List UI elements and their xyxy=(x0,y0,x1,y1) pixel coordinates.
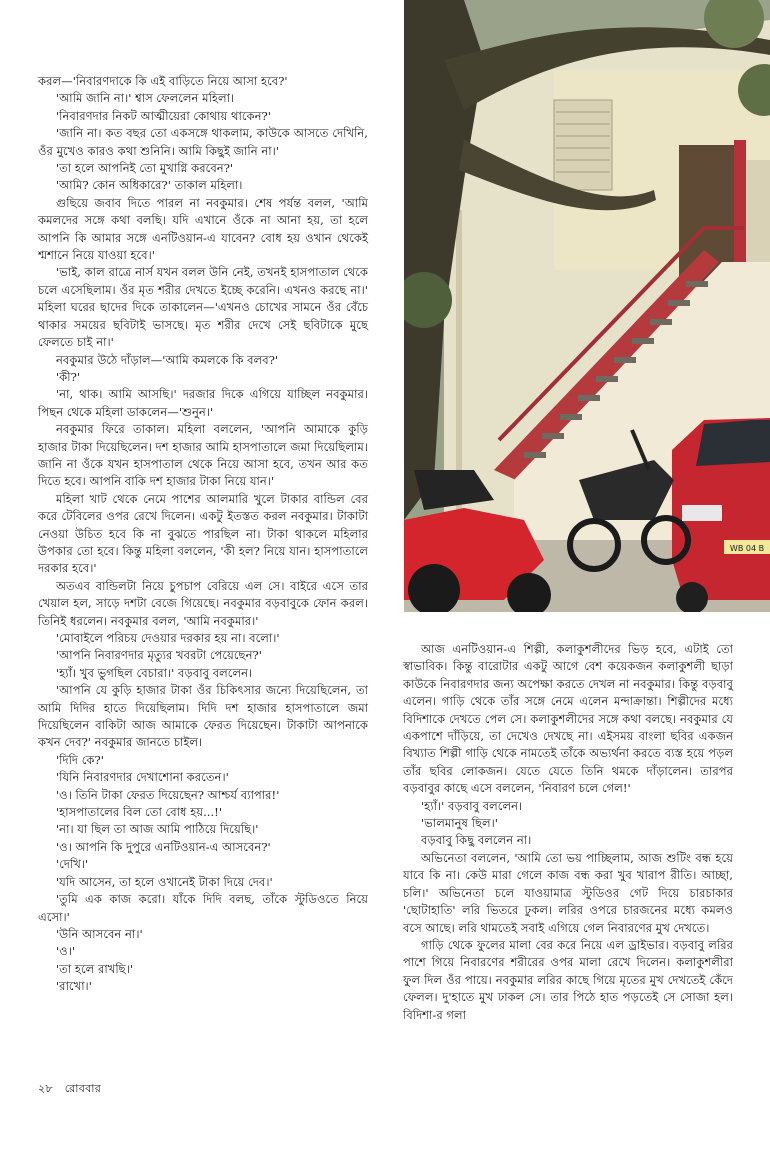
paragraph: 'উনি আসবেন না।' xyxy=(56,926,143,941)
paragraph: করল—'নিবারণদাকে কি এই বাড়িতে নিয়ে আসা হবে?' xyxy=(38,74,288,88)
paragraph: 'ও। তিনি টাকা ফেরত দিয়েছেন? আশ্চর্য ব্যাপার!' xyxy=(56,787,280,802)
paragraph: 'আপনি যে কুড়ি হাজার টাকা ওঁর চিকিৎসার জন্যে দিয়েছিলেন, তা আমি দিদির হাতে দিয়েছিলাম। দিদি দশ হাজার হাসপাতালে জমা দিয়েছিলেন বাকিটা আজ আমাকে ফেরত দিয়েছেন। টাকাটা আপনাকে কখন দেব?' নবকুমার জানতে চাইল। xyxy=(38,683,368,750)
magazine-name: রোববার xyxy=(64,1082,102,1095)
paragraph: 'আপনি নিবারণদার মৃত্যুর খবরটা পেয়েছেন?' xyxy=(56,648,262,663)
paragraph: 'যিনি নিবারণদার দেখাশোনা করতেন।' xyxy=(56,770,229,785)
paragraph: গাড়ি থেকে ফুলের মালা বের করে নিয়ে এল ড্রাইভার। বড়বাবু লরির পাশে গিয়ে নিবারণের শরীরের ওপর মালা রেখে দিলেন। কলাকুশলীরা ফুল দিল ওঁর পায়ে। নবকুমার লরির কাছে গিয়ে মৃতের মুখ দেখতেই কেঁদে ফেলল। দু'হাতে মুখ ঢাকল সে। তার পিঠে হাত পড়তেই সে সোজা হল। বিদিশা-র গলা xyxy=(403,937,733,1022)
paragraph: 'জানি না। কত বছর তো একসঙ্গে থাকলাম, কাউকে আসতে দেখিনি, ওঁর মুখেও কারও কথা শুনিনি। আমি কিছুই জানি না।' xyxy=(38,126,368,158)
paragraph: 'হাসপাতালের বিল তো বোধ হয়...!' xyxy=(56,805,223,820)
paragraph: 'মোবাইলে পরিচয় দেওয়ার দরকার হয় না। বলো।' xyxy=(56,631,280,645)
story-column-right xyxy=(403,641,733,1024)
house-staircase-photo xyxy=(404,0,770,612)
paragraph: 'কী?' xyxy=(56,369,81,384)
story-column-left xyxy=(38,73,368,996)
paragraph: আজ এনটিওয়ান-এ শিল্পী, কলাকুশলীদের ভিড় হবে, এটাই তো স্বাভাবিক। কিন্তু বারোটার একটু আগে বেশ কয়েকজন কলাকুশলী ছাড়া কাউকে নিবারণদার জন্য অপেক্ষা করতে দেখল না নবকুমার। কিন্তু বড়বাবু এলেন। গাড়ি থেকে তাঁর সঙ্গে নেমে এলেন মন্দাক্রান্তা। শিল্পীদের মধ্যে বিদিশাকে দেখতে পেল সে। কলাকুশলীদের সঙ্গে কথা বলছে। নবকুমার যে একপাশে দাঁড়িয়ে, তা দেখেও দেখছে না। এইসময় বাংলা ছবির একজন বিখ্যাত শিল্পী গাড়ি থেকে নামতেই তাঁকে অভ্যর্থনা করতে ব্যস্ত হয়ে পড়ল তাঁর ছবির লোকজন। যেতে যেতে তিনি থমকে দাঁড়ালেন। তারপর বড়বাবুর কাছে এসে বললেন, 'নিবারণ চলে গেল!' xyxy=(403,642,733,796)
paragraph: 'যদি আসেন, তা হলে ওখানেই টাকা দিয়ে দেব।' xyxy=(56,874,273,889)
page-footer xyxy=(38,1080,109,1099)
paragraph: 'তা হলে আপনিই তো মুখাগ্নি করবেন?' xyxy=(56,161,234,176)
paragraph: 'ও। আপনি কি দুপুরে এনটিওয়ান-এ আসবেন?' xyxy=(56,839,271,854)
paragraph: 'তা হলে রাখছি।' xyxy=(56,961,134,976)
paragraph: 'দেখি।' xyxy=(56,857,89,872)
paragraph: বড়বাবু কিছু বললেন না। xyxy=(421,833,532,848)
paragraph: 'হ্যাঁ।' বড়বাবু বললেন। xyxy=(421,798,523,813)
paragraph: অতএব বান্ডিলটা নিয়ে চুপচাপ বেরিয়ে এল সে। বাইরে এসে তার খেয়াল হল, সাড়ে দশটা বেজে গিয়েছে। নবকুমার বড়বাবুকে ফোন করল। তিনিই ধরলেন। নবকুমার বলল, 'আমি নবকুমার।' xyxy=(38,578,368,628)
paragraph: 'রাখো।' xyxy=(56,979,92,994)
paragraph: নবকুমার উঠে দাঁড়াল—'আমি কমলকে কি বলব?' xyxy=(56,352,279,367)
paragraph: 'ভালমানুষ ছিল।' xyxy=(421,816,498,831)
paragraph: 'ও।' xyxy=(56,944,76,959)
paragraph: 'নিবারণদার নিকট আত্মীয়েরা কোথায় থাকেন?' xyxy=(56,108,271,123)
car-plate: WB 04 B xyxy=(729,544,765,553)
page-number: ২৮ xyxy=(38,1082,53,1095)
story-photo xyxy=(404,0,770,612)
paragraph: 'হ্যাঁ। খুব ভুগছিল বেচারা।' বড়বাবু বললেন। xyxy=(56,665,253,680)
paragraph: 'না, থাক। আমি আসছি।' দরজার দিকে এগিয়ে যাচ্ছিল নবকুমার। পিছন থেকে মহিলা ডাকলেন—'শুনুন।' xyxy=(38,387,368,419)
paragraph: মহিলা খাট থেকে নেমে পাশের আলমারি খুলে টাকার বান্ডিল বের করে টেবিলের ওপর রেখে দিলেন। একটু ইতস্তত করল নবকুমার। টাকাটা নেওয়া উচিত হবে কি না বুঝতে পারছিল না। টাকা থাকলে মহিলার উপকার তো হবে। কিন্তু মহিলা বললেন, 'কী হল? নিয়ে যান। হাসপাতালে দরকার হবে।' xyxy=(38,491,368,576)
paragraph: 'ভাই, কাল রাত্রে নার্স যখন বলল উনি নেই, তখনই হাসপাতাল থেকে চলে এসেছিলাম। ওঁর মৃত শরীর দেখতে ইচ্ছে করেনি। এখনও করছে না।' মহিলা ঘরের ছাদের দিকে তাকালেন—'এখনও চোখের সামনে ওঁর বেঁচে থাকার সময়ের ছবিটাই ভাসছে। মৃত শরীর দেখে সেই ছবিটাকে মুছে ফেলতে চাই না।' xyxy=(38,265,368,350)
paragraph: 'তুমি এক কাজ করো। যাঁকে দিদি বলছ, তাঁকে স্টুডিওতে নিয়ে এসো।' xyxy=(38,892,368,924)
paragraph: 'দিদি কে?' xyxy=(56,752,104,767)
paragraph: 'আমি? কোন অধিকারে?' তাকাল মহিলা। xyxy=(56,178,243,193)
paragraph: 'আমি জানি না।' শ্বাস ফেললেন মহিলা। xyxy=(56,91,235,106)
paragraph: 'না। যা ছিল তা আজ আমি পাঠিয়ে দিয়েছি।' xyxy=(56,822,259,837)
paragraph: নবকুমার ফিরে তাকাল। মহিলা বললেন, 'আপনি আমাকে কুড়ি হাজার টাকা দিয়েছিলেন। দশ হাজার আমি হাসপাতালে জমা দিয়েছিলাম। জানি না ওঁকে যখন হাসপাতাল থেকে নিয়ে আসা হবে, তখন আর কত দিতে হবে। আপনি বাকি দশ হাজার টাকা নিয়ে যান।' xyxy=(38,422,368,489)
paragraph: গুছিয়ে জবাব দিতে পারল না নবকুমার। শেষ পর্যন্ত বলল, 'আমি কমলদের সঙ্গে কথা বলছি। যদি এখানে ওঁকে না আনা হয়, তা হলে আপনি কি আমার সঙ্গে এনটিওয়ান-এ যাবেন? বোধ হয় ওখান থেকেই শ্মশানে নিয়ে যাওয়া হবে।' xyxy=(38,195,368,263)
paragraph: অভিনেতা বললেন, 'আমি তো ভয় পাচ্ছিলাম, আজ শুটিং বন্ধ হয়ে যাবে কি না। কেউ মারা গেলে কাজ বন্ধ করা খুব খারাপ রীতি। আচ্ছা, চলি।' অভিনেতা চলে যাওয়ামাত্র স্টুডিওর গেট দিয়ে চারচাকার 'ছোটাহাতি' লরি ভিতরে ঢুকল। লরির ওপরে চারজনের মধ্যে কমলও বসে আছে। লরি থামতেই সবাই এগিয়ে গেল নিবারণের মুখ দেখতে। xyxy=(403,850,733,935)
